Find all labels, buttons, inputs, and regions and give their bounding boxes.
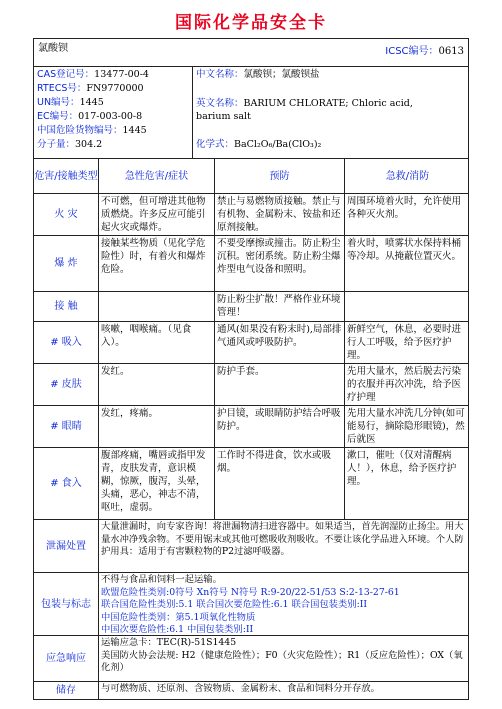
cas-number: CAS登记号：13477-00-4	[37, 69, 149, 80]
cn-dangerous-goods-number: 中国危险货物编号：1445	[37, 125, 147, 136]
col-prevention: 预防	[214, 159, 344, 193]
safety-card	[33, 38, 469, 700]
un-number: UN编号：1445	[37, 97, 104, 108]
row-emergency: 应急响应 运输应急卡：TEC(R)-51S1445 美国防火协会法规: H2（健康危险性）；F0（火灾危险性）；R1（反应危险性）；OX（氧化剂）	[34, 636, 468, 682]
row-fire: 火 灾 不可燃，但可增进其他物质燃烧。许多反应可能引起火灾或爆炸。 禁止与易燃物质接触。禁止与有机物、金属粉末、铵盐和还原剂接触。 周围环境着火时，允许使用各种灭火剂。	[34, 194, 468, 236]
column-header-row	[34, 159, 468, 194]
english-name-cont: barium salt	[196, 111, 251, 122]
row-packaging: 包装与标志 不得与食品和饲料一起运输。 欧盟危险性类别:0符号 Xn符号 N符号 R:9-20/22-51/53 S:2-13-27-61 联合国危险性类别:5.1 联合国次要危险性:6.1 联合国包装类别:II 中国危险性类别：第5.1项氧化性物质 中国次要危险性:6.1 中国包装类别:II	[34, 573, 468, 636]
row-skin: # 皮肤 发红。 防护手套。 先用大量水，然后脱去污染的衣服并再次冲洗，给予医疗护理	[34, 364, 468, 406]
col-firstaid: 急救/消防	[344, 159, 470, 193]
chemical-name: 氯酸钡	[38, 43, 68, 54]
chemical-formula: 化学式：BaCl₂O₆/Ba(ClO₃)₂	[196, 139, 322, 150]
ec-number: EC编号：017-003-00-8	[37, 111, 143, 122]
row-explosion: 爆 炸 接触某些物质（见化学危险性）时，有着火和爆炸危险。 不要受摩擦或撞击。防止粉尘沉积。密闭系统。防止粉尘爆炸型电气设备和照明。 着火时，喷雾状水保持料桶等冷却。从掩蔽位置灭火。	[34, 236, 468, 292]
card-title: 国际化学品安全卡	[175, 13, 327, 33]
molecular-weight: 分子量：304.2	[37, 139, 103, 150]
row-eyes: # 眼睛 发红，疼痛。 护目镜，或眼睛防护结合呼吸防护。 先用大量水冲洗几分钟(如可能易行，摘除隐形眼镜)，然后就医	[34, 406, 468, 448]
english-name: 英文名称：BARIUM CHLORATE; Chloric acid,	[196, 98, 413, 109]
row-ingestion: # 食入 腹部疼痛，嘴唇或指甲发青，皮肤发青，意识模糊，惊厥，腹泻，头晕，头痛，恶心，神志不清，呕吐，虚弱。 工作时不得进食，饮水或吸烟。 漱口，催吐（仅对清醒病人！），休息，给予医疗护理。	[34, 448, 468, 520]
col-type: 危害/接触类型	[34, 170, 98, 182]
row-contact: 接 触 防止粉尘扩散！严格作业环境管理！	[34, 292, 468, 322]
row-inhalation: # 吸入 咳嗽，咽喉痛。（见食入）。 通风(如果没有粉末时),局部排气通风或呼吸防护。 新鲜空气，休息，必要时进行人工呼吸，给予医疗护理。	[34, 322, 468, 364]
icsc-number: ICSC编号：0613	[385, 46, 464, 57]
chinese-name: 中文名称：氯酸钡；氯酸钡盐	[196, 69, 320, 80]
row-storage: 储存 与可燃物质、还原剂、含铵物质、金属粉末、食品和饲料分开存放。	[34, 682, 468, 699]
header-row	[34, 39, 468, 67]
rtecs-number: RTECS号：FN9770000	[37, 83, 144, 94]
col-hazard: 急性危害/症状	[98, 159, 214, 193]
identity-section	[34, 67, 468, 159]
row-spill: 泄漏处置 大量泄漏时，向专家咨询！将泄漏物清扫进容器中。如果适当，首先润湿防止扬尘。用大量水冲净残余物。不要用锯末或其他可燃吸收剂吸收。不要让该化学品进入环境。个人防护用具：适用于有害颗粒物的P2过滤呼吸器。	[34, 520, 468, 573]
